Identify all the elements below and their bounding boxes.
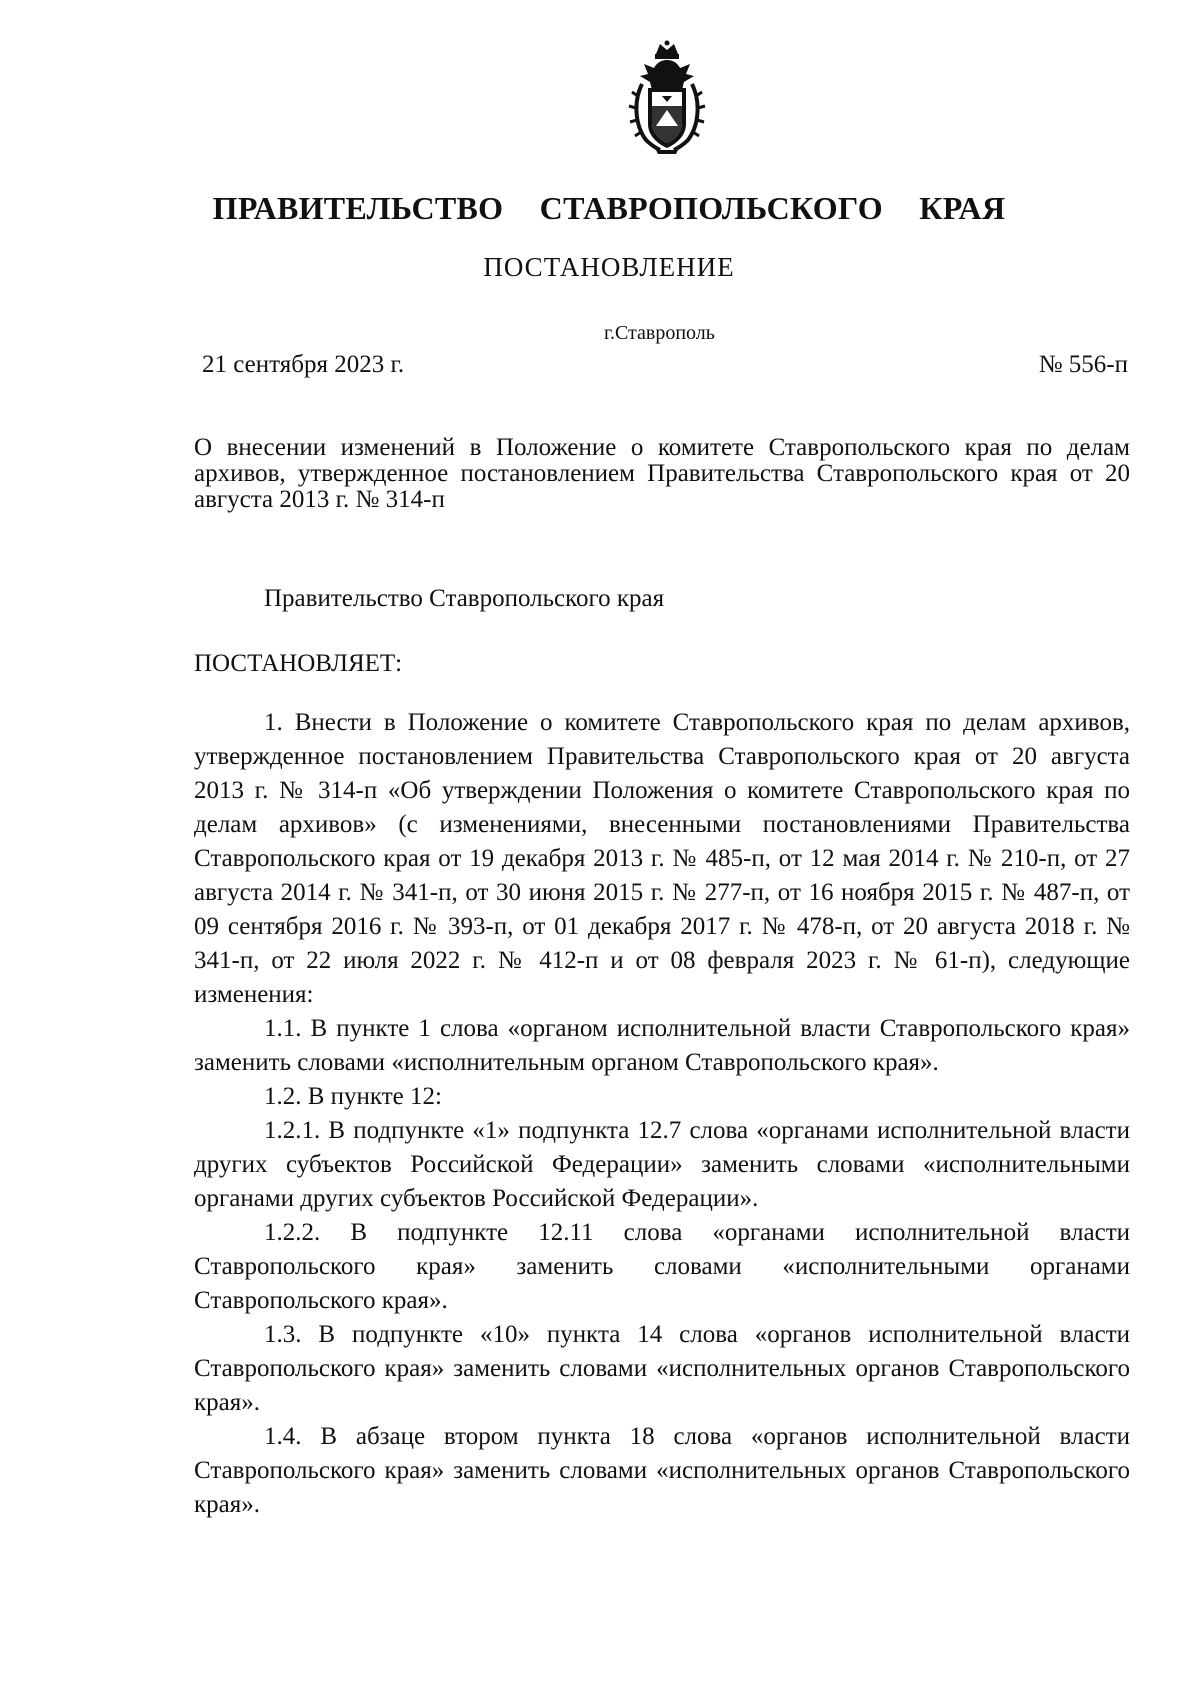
document-date: 21 сентября 2023 г. bbox=[202, 351, 405, 378]
paragraph-1-2-1: 1.2.1. В подпункте «1» подпункта 12.7 слова «органами исполнительной власти других субъектов Российской Федерации» заменить словами «исполнительными органами других субъектов Российской Федерации». bbox=[194, 1117, 1130, 1212]
organization-title: ПРАВИТЕЛЬСТВО СТАВРОПОЛЬСКОГО КРАЯ bbox=[212, 190, 1006, 226]
paragraph-1-2: 1.2. В пункте 12: bbox=[264, 1083, 442, 1110]
paragraph-1-4: 1.4. В абзаце втором пункта 18 слова «органов исполнительной власти Ставропольского края» заменить словами «исполнительных органов Ставропольского края». bbox=[194, 1423, 1130, 1518]
paragraph-1-2-2: 1.2.2. В подпункте 12.11 слова «органами исполнительной власти Ставропольского края» заменить словами «исполнительными органами Ставропольского края». bbox=[194, 1219, 1130, 1314]
document-city: г.Ставрополь bbox=[604, 322, 715, 344]
document-type: ПОСТАНОВЛЕНИЕ bbox=[483, 252, 735, 282]
document-body bbox=[194, 706, 1130, 1522]
document-subject: О внесении изменений в Положение о комитете Ставропольского края по делам архивов, утвержденное постановлением Правительства Ставропольского края от 20 августа 2013 г. № 314-п bbox=[194, 434, 1130, 513]
paragraph-1-3: 1.3. В подпункте «10» пункта 14 слова «органов исполнительной власти Ставропольского края» заменить словами «исполнительных органов Ставропольского края». bbox=[194, 1321, 1130, 1416]
decree-heading: ПОСТАНОВЛЯЕТ: bbox=[194, 650, 403, 677]
preamble: Правительство Ставропольского края bbox=[264, 585, 665, 612]
coat-of-arms-icon bbox=[626, 40, 708, 156]
document-number: № 556-п bbox=[1038, 351, 1128, 378]
paragraph-1: 1. Внести в Положение о комитете Ставропольского края по делам архивов, утвержденное постановлением Правительства Ставропольского края от 20 августа 2013 г. № 314-п «Об утверждении Положения о комитете Ставропольского края по делам архивов» (с изменениями, внесенными постановлениями Правительства Ставропольского края от 19 декабря 2013 г. № 485-п, от 12 мая 2014 г. № 210-п, от 27 августа 2014 г. № 341-п, от 30 июня 2015 г. № 277-п, от 16 ноября 2015 г. № 487-п, от 09 сентября 2016 г. № 393-п, от 01 декабря 2017 г. № 478-п, от 20 августа 2018 г. № 341-п, от 22 июля 2022 г. № 412-п и от 08 февраля 2023 г. № 61-п), следующие изменения: bbox=[194, 709, 1130, 1008]
paragraph-1-1: 1.1. В пункте 1 слова «органом исполнительной власти Ставропольского края» заменить словами «исполнительным органом Ставропольского края». bbox=[194, 1015, 1130, 1076]
